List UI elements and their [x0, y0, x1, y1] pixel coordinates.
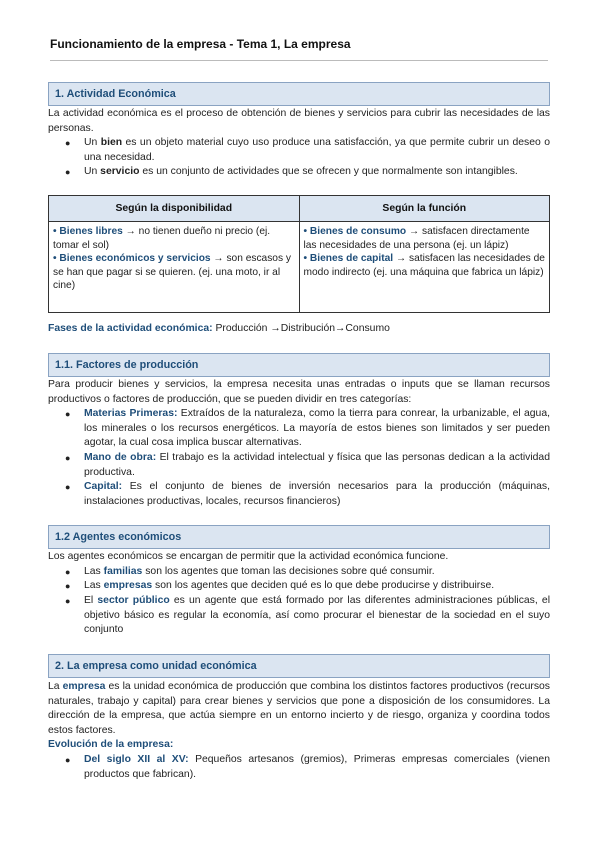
- goods-classification-table: [48, 195, 550, 313]
- bullet-icon: ●: [65, 567, 71, 577]
- section-2-intro: La empresa es la unidad económica de producción que combina los distintos factores productivos (recursos naturales, trabajo y capital) para crear bienes y servicios que pone a disposición de los consumidores. La dirección de la empresa, que actúa siempre en un entorno incierto y de riesgo, organiza y coordina todos estos factores.: [48, 681, 550, 736]
- bullet-icon: ●: [65, 138, 71, 148]
- table-header: Según la función: [299, 196, 550, 222]
- section-1-1-intro: Para producir bienes y servicios, la empresa necesita unas entradas o inputs que se llaman recursos productivos o factores de producción, que se pueden dividir en tres categorías:: [48, 379, 550, 405]
- list-item: ● Las familias son los agentes que toman las decisiones sobre qué consumir.: [84, 565, 550, 580]
- section-heading-factores: 1.1. Factores de producción: [48, 353, 550, 377]
- document-title: Funcionamiento de la empresa - Tema 1, La empresa: [50, 37, 351, 51]
- table-header: Según la disponibilidad: [49, 196, 300, 222]
- list-item: ● El sector público es un agente que está formado por las diferentes administraciones públicas, el objetivo básico es regular la economía, así como procurar el bienestar de la sociedad en el suyo conjunto: [65, 595, 550, 635]
- section-heading-actividad: 1. Actividad Económica: [48, 82, 550, 106]
- title-divider: [50, 60, 548, 61]
- evolution-heading: Evolución de la empresa:: [48, 739, 174, 750]
- list-item: ● Un bien es un objeto material cuyo uso produce una satisfacción, ya que permite cubrir un deseo o una necesidad.: [65, 137, 551, 163]
- list-item: ● Capital: Es el conjunto de bienes de inversión necesarios para la producción (máquinas, instalaciones productivas, locales, recursos financieros): [65, 481, 550, 507]
- bullet-icon: ●: [65, 167, 71, 177]
- bullet-icon: ●: [65, 596, 71, 606]
- section-1-2-intro: Los agentes económicos se encargan de permitir que la actividad económica funcione.: [48, 551, 449, 562]
- section-1-intro: La actividad económica es el proceso de obtención de bienes y servicios para cubrir las necesidades de las personas.: [48, 108, 550, 134]
- bullet-icon: ●: [65, 581, 71, 591]
- list-item: ● Del siglo XII al XV: Pequeños artesanos (gremios), Primeras empresas comerciales (vienen productos que fabrican).: [65, 754, 550, 780]
- table-cell-function: • Bienes de consumo → satisfacen directamente las necesidades de una persona (ej. un lápiz) • Bienes de capital → satisfacen las necesidades de modo indirecto (ej. una máquina que fabrica un lápiz): [299, 222, 550, 313]
- section-heading-agentes: 1.2 Agentes económicos: [48, 525, 550, 549]
- bullet-icon: ●: [65, 755, 71, 765]
- bullet-icon: ●: [65, 453, 71, 463]
- bullet-icon: ●: [65, 482, 71, 492]
- section-heading-empresa: 2. La empresa como unidad económica: [48, 654, 550, 678]
- list-item: ● Materias Primeras: Extraídos de la naturaleza, como la tierra para conrear, la urbanizable, el agua, los minerales o los recursos energéticos. La mayoría de estos bienes son limitados y ser pueden agotar, la cual cosa implica buscar alternativas.: [65, 408, 550, 448]
- bullet-icon: ●: [65, 409, 71, 419]
- table-cell-availability: • Bienes libres → no tienen dueño ni precio (ej. tomar el sol) • Bienes económicos y servicios → son escasos y se han que pagar si se quieren. (ej. una moto, ir al cine): [49, 222, 300, 313]
- list-item: ● Un servicio es un conjunto de actividades que se ofrecen y que normalmente son intangibles.: [84, 165, 550, 180]
- list-item: ● Mano de obra: El trabajo es la actividad intelectual y física que las personas dedican a la actividad productiva.: [65, 452, 550, 478]
- economic-activity-phases: Fases de la actividad económica: Producción →Distribución→Consumo: [48, 323, 390, 334]
- list-item: ● Las empresas son los agentes que deciden qué es lo que debe producirse y distribuirse.: [84, 579, 550, 594]
